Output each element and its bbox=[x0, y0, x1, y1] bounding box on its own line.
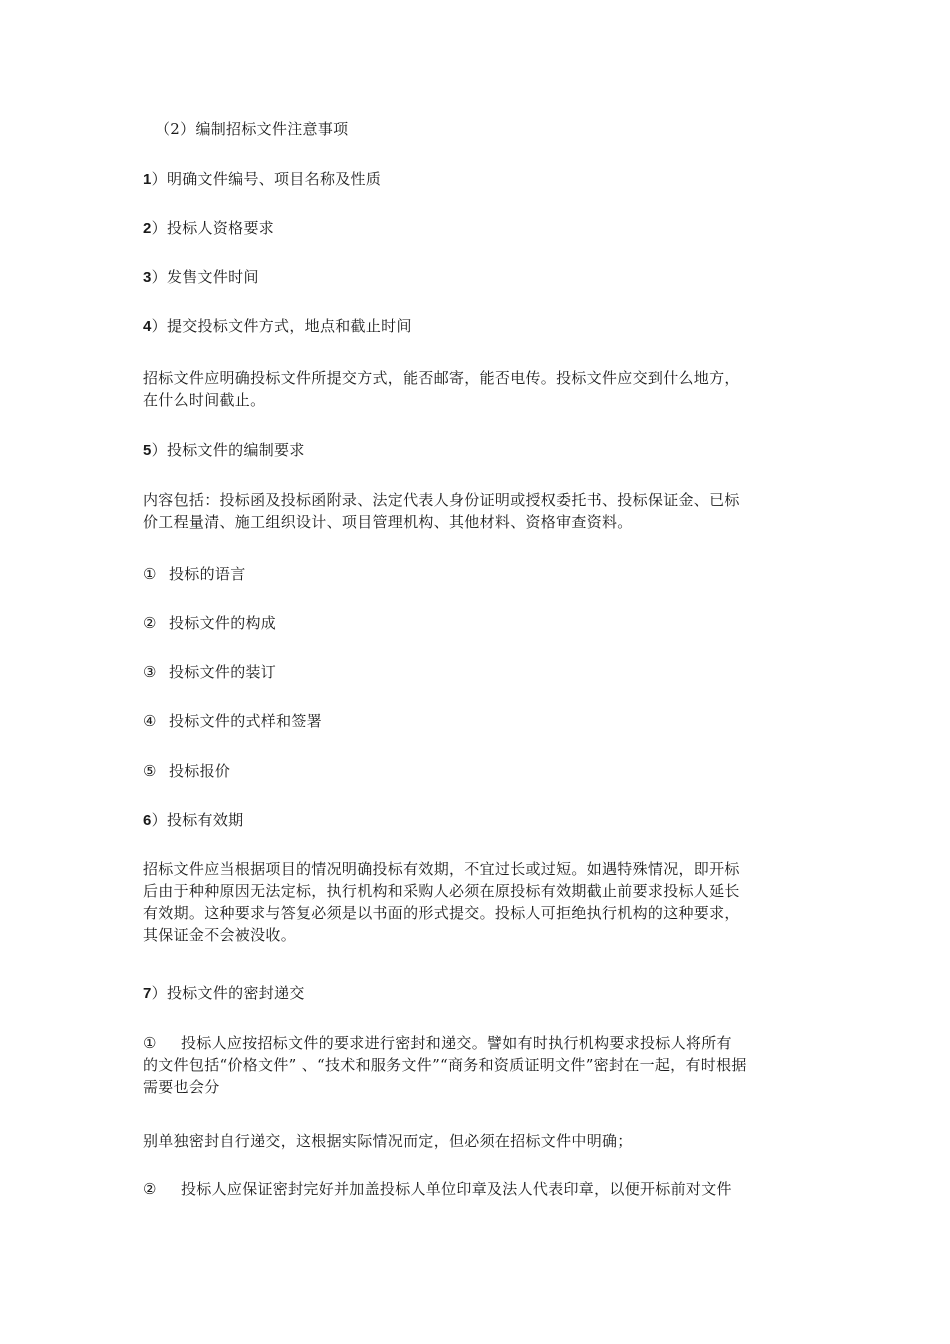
item-text: ）投标有效期 bbox=[151, 811, 244, 829]
paragraph-text: 投标人应按招标文件的要求进行密封和递交。譬如有时执行机构要求投标人将所有 bbox=[181, 1034, 732, 1052]
paragraph-text: 投标人应保证密封完好并加盖投标人单位印章及法人代表印章，以便开标前对文件 bbox=[181, 1180, 732, 1198]
item-text: ）投标文件的密封递交 bbox=[151, 984, 305, 1002]
paragraph-line: 的文件包括“价格文件” 、“技术和服务文件”“商务和资质证明文件”密封在一起，有时根据 bbox=[143, 1056, 747, 1074]
item-5 bbox=[143, 439, 808, 462]
item-2 bbox=[143, 217, 808, 240]
paragraph-line: 内容包括：投标函及投标函附录、法定代表人身份证明或授权委托书、投标保证金、已标 bbox=[143, 491, 740, 509]
sub-item-mark: ④ bbox=[143, 712, 157, 730]
sub-item-text: 投标的语言 bbox=[169, 565, 246, 583]
sub-item-text: 投标文件的装订 bbox=[169, 663, 277, 681]
paragraph-line: 有效期。这种要求与答复必须是以书面的形式提交。投标人可拒绝执行机构的这种要求， bbox=[143, 904, 740, 922]
item-3 bbox=[143, 266, 808, 289]
paragraph-submission bbox=[143, 367, 808, 411]
sub-item-text: 投标文件的构成 bbox=[169, 614, 277, 632]
sub-item-text: 投标文件的式样和签署 bbox=[169, 712, 323, 730]
sub-item-mark: ① bbox=[143, 565, 157, 583]
sub-item-mark: ③ bbox=[143, 663, 157, 681]
paragraph-line: 需要也会分 bbox=[143, 1078, 220, 1096]
sub-item-2 bbox=[143, 612, 808, 634]
item-number: 3 bbox=[143, 269, 152, 286]
paragraph-separate: 别单独密封自行递交，这根据实际情况而定，但必须在招标文件中明确； bbox=[143, 1132, 633, 1150]
item-text: ）投标人资格要求 bbox=[151, 219, 275, 237]
sub-item-mark: ⑤ bbox=[143, 762, 157, 780]
section-heading: （2）编制招标文件注意事项 bbox=[155, 120, 349, 138]
item-number: 7 bbox=[143, 985, 152, 1002]
paragraph-line bbox=[143, 1032, 808, 1054]
paragraph-validity bbox=[143, 858, 808, 946]
paragraph-sealing bbox=[143, 1032, 808, 1098]
sub-item-mark: ① bbox=[143, 1034, 157, 1052]
paragraph-seal-integrity bbox=[143, 1178, 808, 1200]
paragraph-line: 价工程量清、施工组织设计、项目管理机构、其他材料、资格审查资料。 bbox=[143, 513, 633, 531]
item-number: 1 bbox=[143, 171, 152, 188]
paragraph-line: 在什么时间截止。 bbox=[143, 391, 266, 409]
item-number: 5 bbox=[143, 442, 152, 459]
item-4 bbox=[143, 315, 808, 338]
paragraph-line: 招标文件应明确投标文件所提交方式，能否邮寄，能否电传。投标文件应交到什么地方， bbox=[143, 369, 740, 387]
paragraph-line: 其保证金不会被没收。 bbox=[143, 926, 297, 944]
paragraph-line: 招标文件应当根据项目的情况明确投标有效期，不宜过长或过短。如遇特殊情况，即开标 bbox=[143, 860, 740, 878]
sub-item-5 bbox=[143, 760, 808, 782]
item-6 bbox=[143, 809, 808, 832]
sub-item-text: 投标报价 bbox=[169, 762, 231, 780]
item-number: 2 bbox=[143, 220, 152, 237]
item-text: ）发售文件时间 bbox=[151, 268, 259, 286]
item-text: ）明确文件编号、项目名称及性质 bbox=[151, 170, 382, 188]
sub-item-1 bbox=[143, 563, 808, 585]
sub-item-3 bbox=[143, 661, 808, 683]
item-text: ）提交投标文件方式，地点和截止时间 bbox=[151, 317, 412, 335]
item-number: 6 bbox=[143, 812, 152, 829]
item-text: ）投标文件的编制要求 bbox=[151, 441, 305, 459]
sub-item-mark: ② bbox=[143, 614, 157, 632]
item-1 bbox=[143, 168, 808, 191]
sub-item-4 bbox=[143, 710, 808, 732]
sub-item-mark: ② bbox=[143, 1180, 157, 1198]
paragraph-line: 后由于种种原因无法定标，执行机构和采购人必须在原投标有效期截止前要求投标人延长 bbox=[143, 882, 740, 900]
item-number: 4 bbox=[143, 318, 152, 335]
item-7 bbox=[143, 982, 808, 1005]
paragraph-contents bbox=[143, 489, 808, 533]
